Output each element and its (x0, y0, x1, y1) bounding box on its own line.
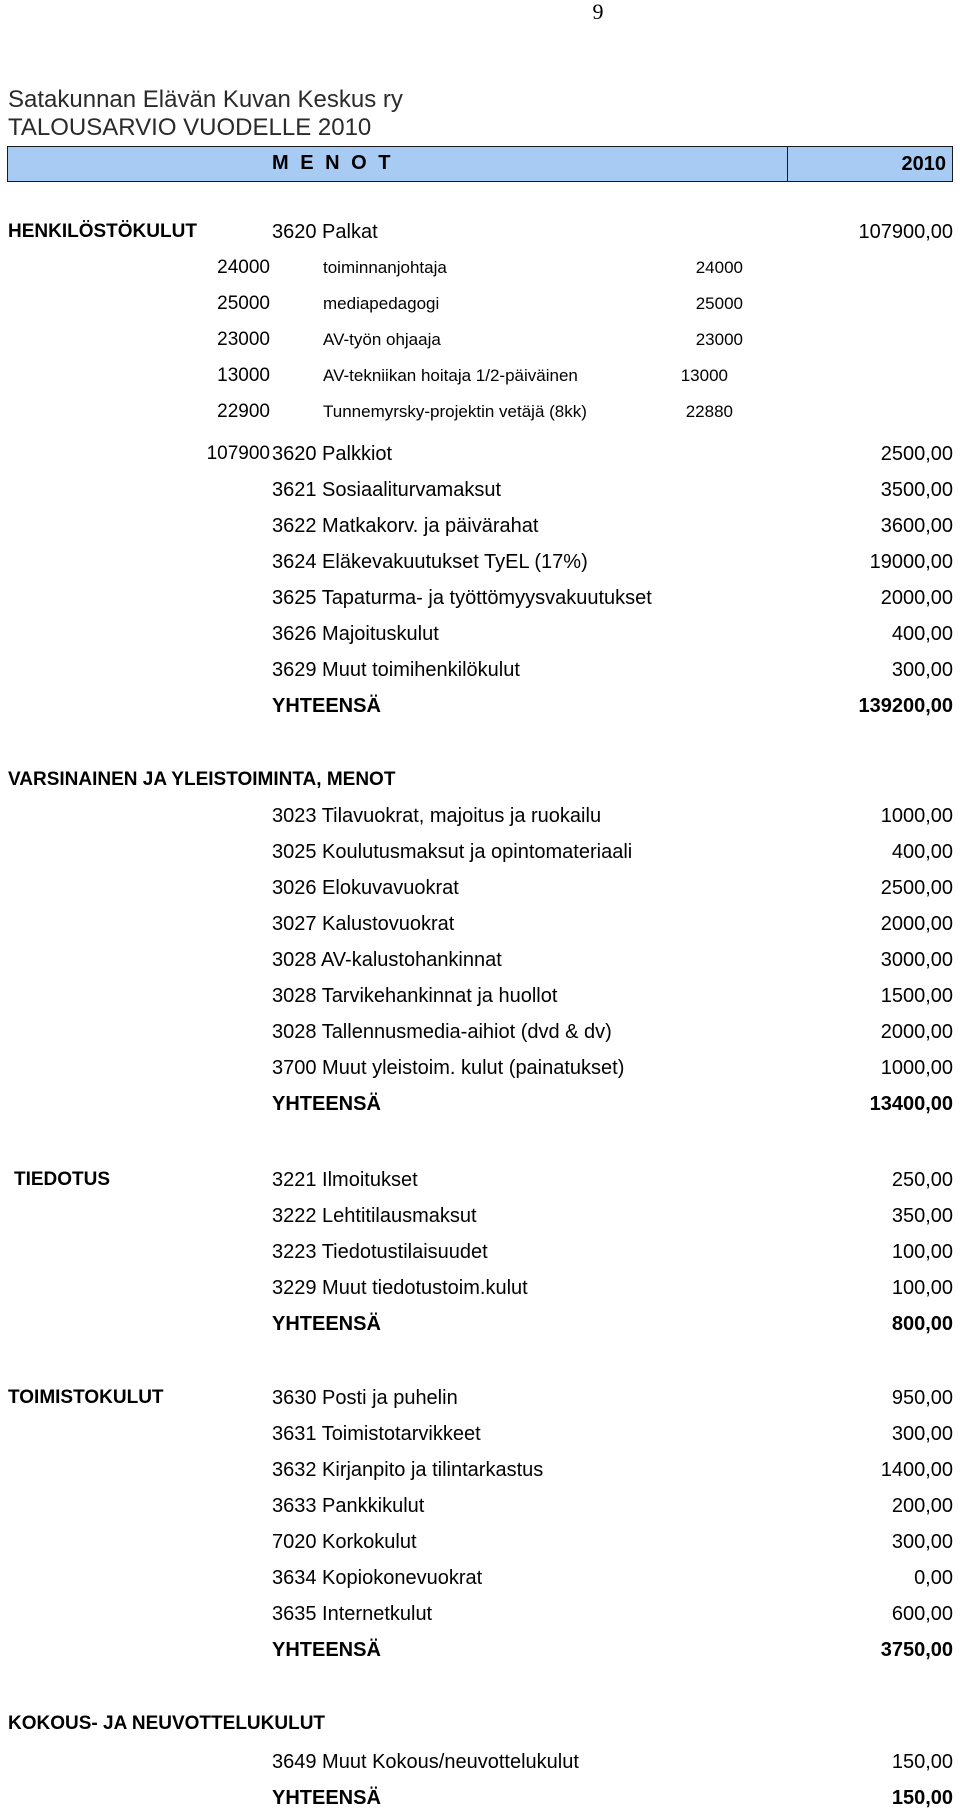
organization-name: Satakunnan Elävän Kuvan Keskus ry (8, 86, 403, 113)
item-amount: 100,00 (891, 1241, 953, 1263)
item-amount: 3600,00 (880, 515, 953, 537)
total-label: YHTEENSÄ (272, 1313, 381, 1335)
item-label: 3026 Elokuvavuokrat (272, 877, 459, 899)
total-row (0, 1780, 960, 1816)
section-title: VARSINAINEN JA YLEISTOIMINTA, MENOT (8, 769, 396, 790)
item-label: 3027 Kalustovuokrat (272, 913, 455, 935)
salary-total: 107900 (206, 443, 270, 464)
section-henkilosto (0, 214, 960, 250)
item-label: 3649 Muut Kokous/neuvottelukulut (272, 1751, 579, 1773)
table-row (0, 1270, 960, 1306)
salary-amount: 25000 (695, 294, 743, 313)
table-row (0, 906, 960, 942)
table-row (0, 580, 960, 616)
item-label: 3624 Eläkevakuutukset TyEL (17%) (272, 551, 588, 573)
item-label: 3626 Majoituskulut (272, 623, 439, 645)
table-header (7, 146, 953, 182)
item-amount: 400,00 (891, 841, 953, 863)
table-row (0, 508, 960, 544)
total-label: YHTEENSÄ (272, 695, 381, 717)
table-row (0, 1488, 960, 1524)
item-amount: 300,00 (891, 1423, 953, 1445)
salary-budget: 13000 (217, 365, 270, 386)
item-label: 3229 Muut tiedotustoim.kulut (272, 1277, 528, 1299)
section-title: TIEDOTUS (14, 1169, 111, 1190)
total-amount: 3750,00 (880, 1639, 953, 1661)
header-divider (787, 147, 788, 181)
item-label: 3028 Tarvikehankinnat ja huollot (272, 985, 558, 1007)
total-row (0, 1306, 960, 1342)
item-label: 3700 Muut yleistoim. kulut (painatukset) (272, 1057, 625, 1079)
item-amount: 2500,00 (880, 443, 953, 465)
section-kokous (0, 1706, 960, 1742)
item-label: 7020 Korkokulut (272, 1531, 417, 1553)
salary-row (0, 394, 960, 430)
item-amount: 200,00 (891, 1495, 953, 1517)
table-row (0, 1744, 960, 1780)
item-amount: 300,00 (891, 1531, 953, 1553)
table-row (0, 870, 960, 906)
table-row (0, 1416, 960, 1452)
salary-amount: 23000 (695, 330, 743, 349)
section-toimisto (0, 1380, 960, 1416)
salary-row (0, 322, 960, 358)
salary-row (0, 250, 960, 286)
salary-amount: 13000 (680, 366, 728, 385)
total-label: YHTEENSÄ (272, 1639, 381, 1661)
item-amount: 600,00 (891, 1603, 953, 1625)
document-title: TALOUSARVIO VUODELLE 2010 (8, 114, 372, 141)
section-title: HENKILÖSTÖKULUT (8, 221, 197, 242)
item-amount: 100,00 (891, 1277, 953, 1299)
section-varsinainen (0, 762, 960, 798)
salary-title: AV-työn ohjaaja (323, 330, 441, 349)
salary-title: Tunnemyrsky-projektin vetäjä (8kk) (323, 402, 587, 421)
item-amount: 300,00 (891, 659, 953, 681)
item-label: 3620 Palkat (272, 221, 378, 243)
section-tiedotus (0, 1162, 960, 1198)
table-row (0, 472, 960, 508)
salary-row (0, 358, 960, 394)
item-label: 3629 Muut toimihenkilökulut (272, 659, 520, 681)
table-row (0, 942, 960, 978)
table-row (0, 544, 960, 580)
item-amount: 2000,00 (880, 913, 953, 935)
item-amount: 250,00 (891, 1169, 953, 1191)
section-title: KOKOUS- JA NEUVOTTELUKULUT (8, 1713, 326, 1734)
page-number: 9 (592, 0, 604, 24)
item-amount: 1000,00 (880, 805, 953, 827)
item-label: 3632 Kirjanpito ja tilintarkastus (272, 1459, 544, 1481)
total-label: YHTEENSÄ (272, 1787, 381, 1809)
salary-budget: 24000 (217, 257, 270, 278)
item-label: 3222 Lehtitilausmaksut (272, 1205, 477, 1227)
table-row (0, 978, 960, 1014)
item-label: 3625 Tapaturma- ja työttömyysvakuutukset (272, 587, 652, 609)
table-row (0, 652, 960, 688)
table-row (0, 1198, 960, 1234)
header-year: 2010 (901, 153, 946, 175)
salary-budget: 23000 (217, 329, 270, 350)
item-label: 3635 Internetkulut (272, 1603, 433, 1625)
table-row (0, 616, 960, 652)
item-amount: 2500,00 (880, 877, 953, 899)
item-amount: 400,00 (891, 623, 953, 645)
salary-title: AV-tekniikan hoitaja 1/2-päiväinen (323, 366, 578, 385)
table-row (0, 436, 960, 472)
item-label: 3633 Pankkikulut (272, 1495, 425, 1517)
item-label: 3630 Posti ja puhelin (272, 1387, 458, 1409)
item-label: 3028 Tallennusmedia-aihiot (dvd & dv) (272, 1021, 612, 1043)
item-label: 3631 Toimistotarvikkeet (272, 1423, 481, 1445)
item-amount: 0,00 (914, 1567, 953, 1589)
item-amount: 2000,00 (880, 587, 953, 609)
total-row (0, 1632, 960, 1668)
item-label: 3622 Matkakorv. ja päivärahat (272, 515, 539, 537)
item-amount: 2000,00 (880, 1021, 953, 1043)
item-amount: 1500,00 (880, 985, 953, 1007)
item-amount: 19000,00 (869, 551, 953, 573)
item-label: 3634 Kopiokonevuokrat (272, 1567, 483, 1589)
table-row (0, 1014, 960, 1050)
salary-amount: 22880 (685, 402, 733, 421)
salary-amount: 24000 (695, 258, 743, 277)
item-label: 3028 AV-kalustohankinnat (272, 949, 502, 971)
total-amount: 150,00 (891, 1787, 953, 1809)
item-amount: 3500,00 (880, 479, 953, 501)
item-amount: 150,00 (891, 1751, 953, 1773)
salary-budget: 25000 (217, 293, 270, 314)
total-row (0, 688, 960, 724)
table-row (0, 1560, 960, 1596)
item-amount: 950,00 (891, 1387, 953, 1409)
total-amount: 800,00 (891, 1313, 953, 1335)
salary-title: toiminnanjohtaja (323, 258, 447, 277)
item-label: 3621 Sosiaaliturvamaksut (272, 479, 502, 501)
item-label: 3620 Palkkiot (272, 443, 393, 465)
item-label: 3223 Tiedotustilaisuudet (272, 1241, 488, 1263)
salary-budget: 22900 (217, 401, 270, 422)
table-row (0, 1596, 960, 1632)
salary-title: mediapedagogi (323, 294, 440, 313)
total-label: YHTEENSÄ (272, 1093, 381, 1115)
total-row (0, 1086, 960, 1122)
table-row (0, 798, 960, 834)
item-label: 3023 Tilavuokrat, majoitus ja ruokailu (272, 805, 602, 827)
header-title: M E N O T (272, 152, 394, 174)
table-row (0, 1234, 960, 1270)
table-row (0, 1524, 960, 1560)
item-label: 3221 Ilmoitukset (272, 1169, 418, 1191)
table-row (0, 834, 960, 870)
item-amount: 1400,00 (880, 1459, 953, 1481)
salary-row (0, 286, 960, 322)
item-amount: 3000,00 (880, 949, 953, 971)
item-amount: 1000,00 (880, 1057, 953, 1079)
item-amount: 350,00 (891, 1205, 953, 1227)
table-row (0, 1452, 960, 1488)
section-title: TOIMISTOKULUT (8, 1387, 164, 1408)
item-label: 3025 Koulutusmaksut ja opintomateriaali (272, 841, 633, 863)
total-amount: 139200,00 (858, 695, 953, 717)
item-amount: 107900,00 (858, 221, 953, 243)
total-amount: 13400,00 (869, 1093, 953, 1115)
table-row (0, 1050, 960, 1086)
